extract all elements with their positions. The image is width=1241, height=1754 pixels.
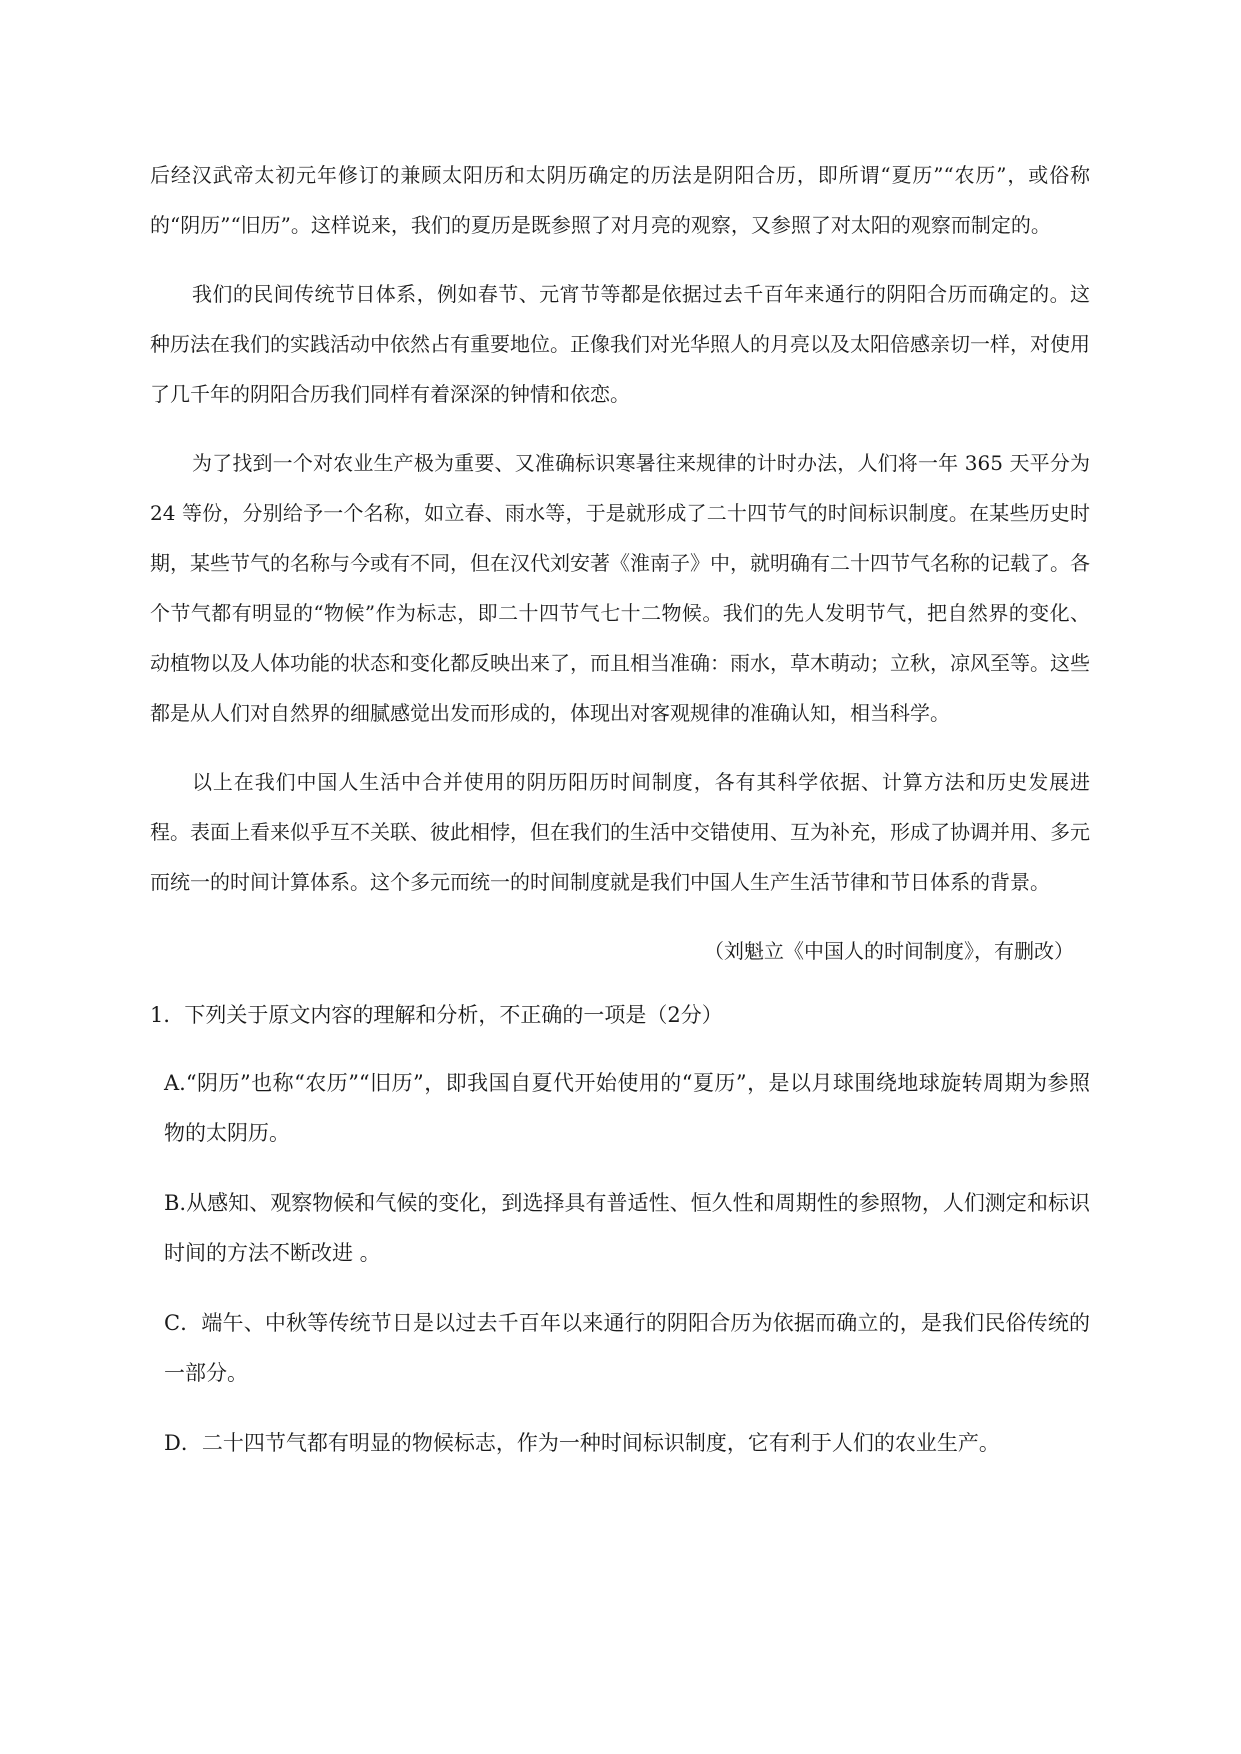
option-a: A.“阴历”也称“农历”“旧历”，即我国自夏代开始使用的“夏历”，是以月球围绕地球旋转周期为参照物的太阴历。 <box>164 1071 1090 1145</box>
article-paragraph-1: 后经汉武帝太初元年修订的兼顾太阳历和太阴历确定的历法是阴阳合历，即所谓“夏历”“农历”，或俗称的“阴历”“旧历”。这样说来，我们的夏历是既参照了对月亮的观察，又参照了对太阳的观察而制定的。 <box>150 163 1090 237</box>
article-paragraph-3: 为了找到一个对农业生产极为重要、又准确标识寒暑往来规律的计时办法，人们将一年 365 天平分为 24 等份，分别给予一个名称，如立春、雨水等，于是就形成了二十四节气的时间标识制度。在某些历史时期，某些节气的名称与今或有不同，但在汉代刘安著《淮南子》中，就明确有二十四节气名称的记载了。各个节气都有明显的“物候”作为标志，即二十四节气七十二物候。我们的先人发明节气，把自然界的变化、动植物以及人体功能的状态和变化都反映出来了，而且相当准确：雨水，草木萌动；立秋，凉风至等。这些都是从人们对自然界的细腻感觉出发而形成的，体现出对客观规律的准确认知，相当科学。 <box>150 451 1090 725</box>
question-stem: 1．下列关于原文内容的理解和分析，不正确的一项是（2分） <box>150 1003 723 1027</box>
article-paragraph-2: 我们的民间传统节日体系，例如春节、元宵节等都是依据过去千百年来通行的阴阳合历而确定的。这种历法在我们的实践活动中依然占有重要地位。正像我们对光华照人的月亮以及太阳倍感亲切一样，对使用了几千年的阴阳合历我们同样有着深深的钟情和依恋。 <box>150 282 1090 406</box>
article-paragraph-4: 以上在我们中国人生活中合并使用的阴历阳历时间制度，各有其科学依据、计算方法和历史发展进程。表面上看来似乎互不关联、彼此相悖，但在我们的生活中交错使用、互为补充，形成了协调并用、多元而统一的时间计算体系。这个多元而统一的时间制度就是我们中国人生产生活节律和节日体系的背景。 <box>150 770 1090 894</box>
option-b: B.从感知、观察物候和气候的变化，到选择具有普适性、恒久性和周期性的参照物，人们测定和标识时间的方法不断改进 。 <box>164 1191 1090 1265</box>
article-body <box>150 150 1090 976</box>
article-source: （刘魁立《中国人的时间制度》，有删改） <box>704 939 1074 963</box>
document-page <box>150 150 1090 1488</box>
option-c: C．端午、中秋等传统节日是以过去千百年以来通行的阴阳合历为依据而确立的，是我们民俗传统的一部分。 <box>164 1311 1090 1385</box>
option-d: D．二十四节气都有明显的物候标志，作为一种时间标识制度，它有利于人们的农业生产。 <box>164 1431 1000 1455</box>
question-block <box>150 990 1090 1468</box>
